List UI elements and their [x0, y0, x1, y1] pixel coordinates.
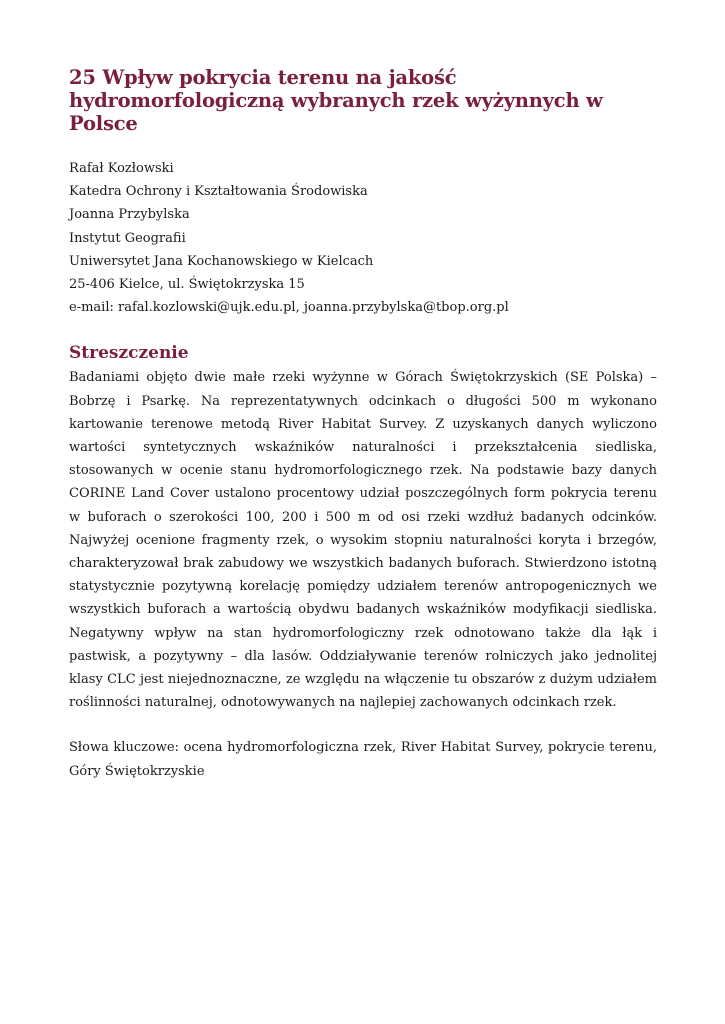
- author-affiliation: Instytut Geografii: [69, 230, 186, 246]
- paper-title: 25 Wpływ pokrycia terenu na jakość hydromorfologiczną wybranych rzek wyżynnych w Polsce: [69, 66, 603, 135]
- author-name: Rafał Kozłowski: [69, 161, 174, 176]
- email-line: e-mail: rafal.kozlowski@ujk.edu.pl, joanna.przybylska@tbop.org.pl: [69, 300, 509, 316]
- abstract-heading: Streszczenie: [69, 343, 189, 364]
- author-block: [69, 157, 657, 319]
- document-page: [69, 66, 657, 783]
- author-affiliation: Katedra Ochrony i Kształtowania Środowiska: [69, 184, 368, 200]
- author-name: Joanna Przybylska: [69, 207, 190, 223]
- university-name: Uniwersytet Jana Kochanowskiego w Kielcach: [69, 253, 374, 269]
- abstract-text: Badaniami objęto dwie małe rzeki wyżynne w Górach Świętokrzyskich (SE Polska) – Bobrzę i Psarkę. Na reprezentatywnych odcinkach o długości 500 m wykonano kartowanie terenowe metodą River Habitat Survey. Z uzyskanych danych wyliczono wartości syntetycznych wskaźników naturalności i przekształcenia siedliska, stosowanych w ocenie stanu hydromorfologicznego rzek. Na podstawie bazy danych CORINE Land Cover ustalono procentowy udział poszczególnych form pokrycia terenu w buforach o szerokości 100, 200 i 500 m od osi rzeki wzdłuż badanych odcinków. Najwyżej ocenione fragmenty rzek, o wysokim stopniu naturalności koryta i brzegów, charakteryzował brak zabudowy we wszystkich badanych buforach. Stwierdzono istotną statystycznie pozytywną korelację pomiędzy udziałem terenów antropogenicznych we wszystkich buforach a wartością obydwu badanych wskaźników modyfikacji siedliska. Negatywny wpływ na stan hydromorfologiczny rzek odnotowano także dla łąk i pastwisk, a pozytywny – dla lasów. Oddziaływanie terenów rolniczych jako jednolitej klasy CLC jest niejednoznaczne, ze względu na włączenie tu obszarów z dużym udziałem roślinności naturalnej, odnotowywanych na najlepiej zachowanych odcinkach rzek.: [69, 370, 657, 711]
- postal-address: 25-406 Kielce, ul. Świętokrzyska 15: [69, 277, 305, 293]
- keywords-text: Słowa kluczowe: ocena hydromorfologiczna rzek, River Habitat Survey, pokrycie terenu, Góry Świętokrzyskie: [69, 740, 657, 779]
